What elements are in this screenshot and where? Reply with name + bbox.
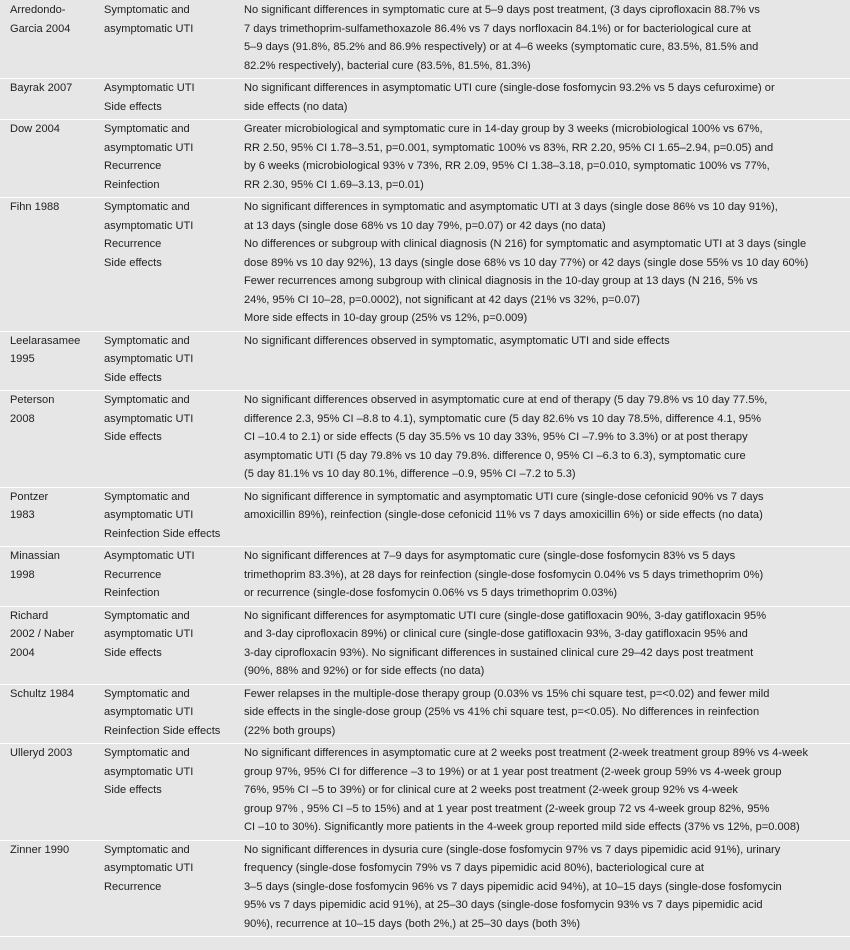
outcomes-line: Symptomatic and <box>104 747 190 759</box>
results-line: Greater microbiological and symptomatic cure in 14-day group by 3 weeks (microbiological 100% vs 67%, <box>244 123 763 135</box>
study-cell <box>0 198 101 332</box>
study-cell <box>0 331 101 391</box>
study-line: Schultz 1984 <box>10 687 75 700</box>
study-line: Ulleryd 2003 <box>10 747 73 759</box>
outcomes-line: asymptomatic UTI <box>104 412 194 425</box>
outcomes-cell <box>101 487 240 547</box>
results-line: 3–5 days (single-dose fosfomycin 96% vs 7 days pipemidic acid 94%), at 10–15 days (single-dose fosfomycin <box>244 880 782 893</box>
table-body <box>0 1 850 937</box>
results-line: 5–9 days (91.8%, 85.2% and 86.9% respectively) or at 4–6 weeks (symptomatic cure, 83.5%, 81.5% and <box>244 41 759 53</box>
results-line: Fewer recurrences among subgroup with clinical diagnosis in the 10-day group at 13 days (N 216, 5% vs <box>244 275 758 287</box>
study-line: Bayrak 2007 <box>10 82 73 94</box>
results-line: side effects (no data) <box>244 100 348 113</box>
study-line: 1998 <box>10 568 35 581</box>
outcomes-line: Side effects <box>104 646 162 659</box>
study-line: Garcia 2004 <box>10 22 71 35</box>
results-line: or recurrence (single-dose fosfomycin 0.06% vs 5 days trimethoprim 0.03%) <box>244 587 618 599</box>
results-line: No significant differences in symptomatic cure at 5–9 days post treatment, (3 days ciprofloxacin 88.7% vs <box>244 4 760 16</box>
results-line: CI –10.4 to 2.1) or side effects (5 day 35.5% vs 10 day 33%, 95% CI –7.9% to 3.3%) or at post therapy <box>244 431 748 443</box>
study-line: Fihn 1988 <box>10 201 60 213</box>
outcomes-line: Recurrence <box>104 568 162 581</box>
results-cell <box>240 79 850 120</box>
results-line: 7 days trimethoprim-sulfamethoxazole 86.4% vs 7 days norfloxacin 84.1%) or for bacteriological cure at <box>244 22 751 35</box>
outcomes-line: Reinfection <box>104 178 160 191</box>
results-line: No significant differences in symptomatic and asymptomatic UTI at 3 days (single dose 86% vs 10 day 91%), <box>244 201 778 213</box>
study-line: Minassian <box>10 550 60 562</box>
table-row <box>0 684 850 744</box>
table-row <box>0 331 850 391</box>
study-cell <box>0 547 101 607</box>
results-line: 24%, 95% CI 10–28, p=0.0002), not significant at 42 days (21% vs 32%, p=0.07) <box>244 293 640 306</box>
study-line: Pontzer <box>10 490 49 503</box>
results-line: trimethoprim 83.3%), at 28 days for reinfection (single-dose fosfomycin 0.04% vs 5 days trimethoprim 0%) <box>244 568 764 581</box>
outcomes-line: Side effects <box>104 100 162 113</box>
results-line: (22% both groups) <box>244 724 336 737</box>
results-line: dose 89% vs 10 day 92%), 13 days (single dose 68% vs 10 day 77%) or 42 days (single dose 55% vs 10 day 60%) <box>244 256 809 269</box>
outcomes-line: asymptomatic UTI <box>104 353 194 365</box>
results-line: No significant differences in asymptomatic UTI cure (single-dose fosfomycin 93.2% vs 5 days cefuroxime) or <box>244 82 775 94</box>
outcomes-line: Recurrence <box>104 160 162 172</box>
outcomes-line: asymptomatic UTI <box>104 765 194 778</box>
results-line: No significant differences observed in asymptomatic cure at end of therapy (5 day 79.8% vs 10 day 77.5%, <box>244 394 768 406</box>
outcomes-line: Asymptomatic UTI <box>104 550 195 562</box>
study-cell <box>0 744 101 841</box>
study-cell <box>0 120 101 198</box>
outcomes-line: asymptomatic UTI <box>104 628 194 640</box>
outcomes-line: Recurrence <box>104 880 162 893</box>
results-line: More side effects in 10-day group (25% vs 12%, p=0.009) <box>244 312 528 324</box>
outcomes-line: asymptomatic UTI <box>104 706 194 718</box>
outcomes-cell <box>101 120 240 198</box>
study-line: Zinner 1990 <box>10 843 70 856</box>
study-cell <box>0 391 101 488</box>
results-line: frequency (single-dose fosfomycin 79% vs 7 days pipemidic acid 80%), bacteriological cure at <box>244 862 705 874</box>
outcomes-line: asymptomatic UTI <box>104 219 194 232</box>
study-line: Dow 2004 <box>10 123 60 135</box>
table-row <box>0 840 850 937</box>
outcomes-cell <box>101 79 240 120</box>
outcomes-line: Side effects <box>104 431 162 443</box>
evidence-table <box>0 1 850 937</box>
results-cell <box>240 120 850 198</box>
results-line: RR 2.30, 95% CI 1.69–3.13, p=0.01) <box>244 178 424 191</box>
results-cell <box>240 391 850 488</box>
table-row <box>0 547 850 607</box>
outcomes-line: Side effects <box>104 371 162 384</box>
outcomes-cell <box>101 744 240 841</box>
study-cell <box>0 79 101 120</box>
study-cell <box>0 1 101 79</box>
results-cell <box>240 744 850 841</box>
results-cell <box>240 684 850 744</box>
results-line: 95% vs 7 days pipemidic acid 91%), at 25–30 days (single-dose fosfomycin 93% vs 7 days pipemidic acid <box>244 899 763 911</box>
study-line: Leelarasamee <box>10 334 81 347</box>
results-line: group 97%, 95% CI for difference –3 to 19%) or at 1 year post treatment (2-week group 59% vs 4-week group <box>244 765 782 778</box>
results-line: side effects in the single-dose group (25% vs 41% chi square test, p=<0.05). No differences in reinfection <box>244 706 760 718</box>
results-line: No differences or subgroup with clinical diagnosis (N 216) for symptomatic and asymptomatic UTI at 3 days (single <box>244 238 807 250</box>
study-cell <box>0 840 101 937</box>
outcomes-line: Symptomatic and <box>104 4 190 16</box>
results-cell <box>240 487 850 547</box>
results-line: CI –10 to 30%). Significantly more patients in the 4-week group reported mild side effects (37% vs 12%, p=0.008) <box>244 821 800 833</box>
results-line: 76%, 95% CI –5 to 39%) or for clinical cure at 2 weeks post treatment (2-week group 92% vs 4-week <box>244 784 738 796</box>
outcomes-cell <box>101 1 240 79</box>
outcomes-line: Side effects <box>104 784 162 796</box>
results-line: No significant differences observed in symptomatic, asymptomatic UTI and side effects <box>244 334 670 347</box>
table-row <box>0 120 850 198</box>
results-line: (5 day 81.1% vs 10 day 80.1%, difference –0.9, 95% CI –7.2 to 5.3) <box>244 468 576 480</box>
table-row <box>0 79 850 120</box>
table-row <box>0 744 850 841</box>
results-line: No significant difference in symptomatic and asymptomatic UTI cure (single-dose cefonicid 90% vs 7 days <box>244 490 764 503</box>
results-cell <box>240 331 850 391</box>
outcomes-line: asymptomatic UTI <box>104 509 194 521</box>
outcomes-line: Reinfection <box>104 587 160 599</box>
results-cell <box>240 547 850 607</box>
results-cell <box>240 198 850 332</box>
results-cell <box>240 606 850 684</box>
outcomes-line: Symptomatic and <box>104 687 190 700</box>
results-line: 82.2% respectively), bacterial cure (83.5%, 81.5%, 81.3%) <box>244 59 531 72</box>
outcomes-cell <box>101 684 240 744</box>
outcomes-cell <box>101 547 240 607</box>
outcomes-line: Symptomatic and <box>104 394 190 406</box>
outcomes-line: Symptomatic and <box>104 843 190 856</box>
table-row <box>0 606 850 684</box>
table-row <box>0 1 850 79</box>
outcomes-line: Symptomatic and <box>104 490 190 503</box>
results-line: amoxicillin 89%), reinfection (single-dose cefonicid 11% vs 7 days amoxicillin 6%) or side effects (no data) <box>244 509 763 521</box>
results-line: No significant differences in asymptomatic cure at 2 weeks post treatment (2-week treatment group 89% vs 4-week <box>244 747 808 759</box>
outcomes-line: Recurrence <box>104 238 162 250</box>
results-line: No significant differences for asymptomatic UTI cure (single-dose gatifloxacin 90%, 3-day gatifloxacin 95% <box>244 609 767 622</box>
study-line: Richard <box>10 609 49 622</box>
outcomes-line: Asymptomatic UTI <box>104 82 195 94</box>
results-line: No significant differences in dysuria cure (single-dose fosfomycin 97% vs 7 days pipemidic acid 91%), urinary <box>244 843 781 856</box>
study-cell <box>0 487 101 547</box>
outcomes-line: asymptomatic UTI <box>104 862 194 874</box>
results-line: group 97% , 95% CI –5 to 15%) and at 1 year post treatment (2-week group 72 vs 4-week group 82%, 95% <box>244 802 770 815</box>
table-row <box>0 487 850 547</box>
outcomes-line: asymptomatic UTI <box>104 141 194 154</box>
outcomes-line: Symptomatic and <box>104 123 190 135</box>
study-line: 2004 <box>10 646 35 659</box>
results-line: No significant differences at 7–9 days for asymptomatic cure (single-dose fosfomycin 83% vs 5 days <box>244 550 736 562</box>
results-line: by 6 weeks (microbiological 93% v 73%, RR 2.09, 95% CI 1.38–3.18, p=0.010, symptomatic 100% vs 77%, <box>244 160 770 172</box>
results-line: and 3-day ciprofloxacin 89%) or clinical cure (single-dose gatifloxacin 93%, 3-day gatifloxacin 95% and <box>244 628 748 640</box>
outcomes-line: Symptomatic and <box>104 201 190 213</box>
results-line: RR 2.50, 95% CI 1.78–3.51, p=0.001, symptomatic 100% vs 83%, RR 2.20, 95% CI 1.65–2.94, p=0.05) and <box>244 141 774 154</box>
results-line: at 13 days (single dose 68% vs 10 day 79%, p=0.07) or 42 days (no data) <box>244 219 606 232</box>
outcomes-line: Reinfection Side effects <box>104 527 221 540</box>
outcomes-line: Side effects <box>104 256 162 269</box>
outcomes-cell <box>101 606 240 684</box>
table-row <box>0 391 850 488</box>
results-line: Fewer relapses in the multiple-dose therapy group (0.03% vs 15% chi square test, p=<0.02) and fewer mild <box>244 687 770 700</box>
study-line: Peterson <box>10 394 55 406</box>
outcomes-line: asymptomatic UTI <box>104 22 194 35</box>
study-cell <box>0 684 101 744</box>
outcomes-line: Symptomatic and <box>104 609 190 622</box>
results-cell <box>240 1 850 79</box>
results-line: asymptomatic UTI (5 day 79.8% vs 10 day 79.8%. difference 0, 95% CI –6.3 to 6.3), symptomatic cure <box>244 449 746 462</box>
study-line: 2008 <box>10 412 35 425</box>
results-cell <box>240 840 850 937</box>
results-line: 90%), recurrence at 10–15 days (both 2%,) at 25–30 days (both 3%) <box>244 917 581 930</box>
study-cell <box>0 606 101 684</box>
outcomes-line: Reinfection Side effects <box>104 724 221 737</box>
results-line: difference 2.3, 95% CI –8.8 to 4.1), symptomatic cure (5 day 82.6% vs 10 day 78.5%, difference 4.1, 95% <box>244 412 761 425</box>
study-line: Arredondo- <box>10 4 66 16</box>
outcomes-cell <box>101 391 240 488</box>
study-line: 1983 <box>10 509 35 521</box>
outcomes-cell <box>101 331 240 391</box>
results-line: (90%, 88% and 92%) or for side effects (no data) <box>244 665 485 677</box>
outcomes-line: Symptomatic and <box>104 334 190 347</box>
outcomes-cell <box>101 198 240 332</box>
outcomes-cell <box>101 840 240 937</box>
results-line: 3-day ciprofloxacin 93%). No significant differences in sustained clinical cure 29–42 days post treatment <box>244 646 754 659</box>
study-line: 2002 / Naber <box>10 628 75 640</box>
study-line: 1995 <box>10 353 35 365</box>
table-row <box>0 198 850 332</box>
